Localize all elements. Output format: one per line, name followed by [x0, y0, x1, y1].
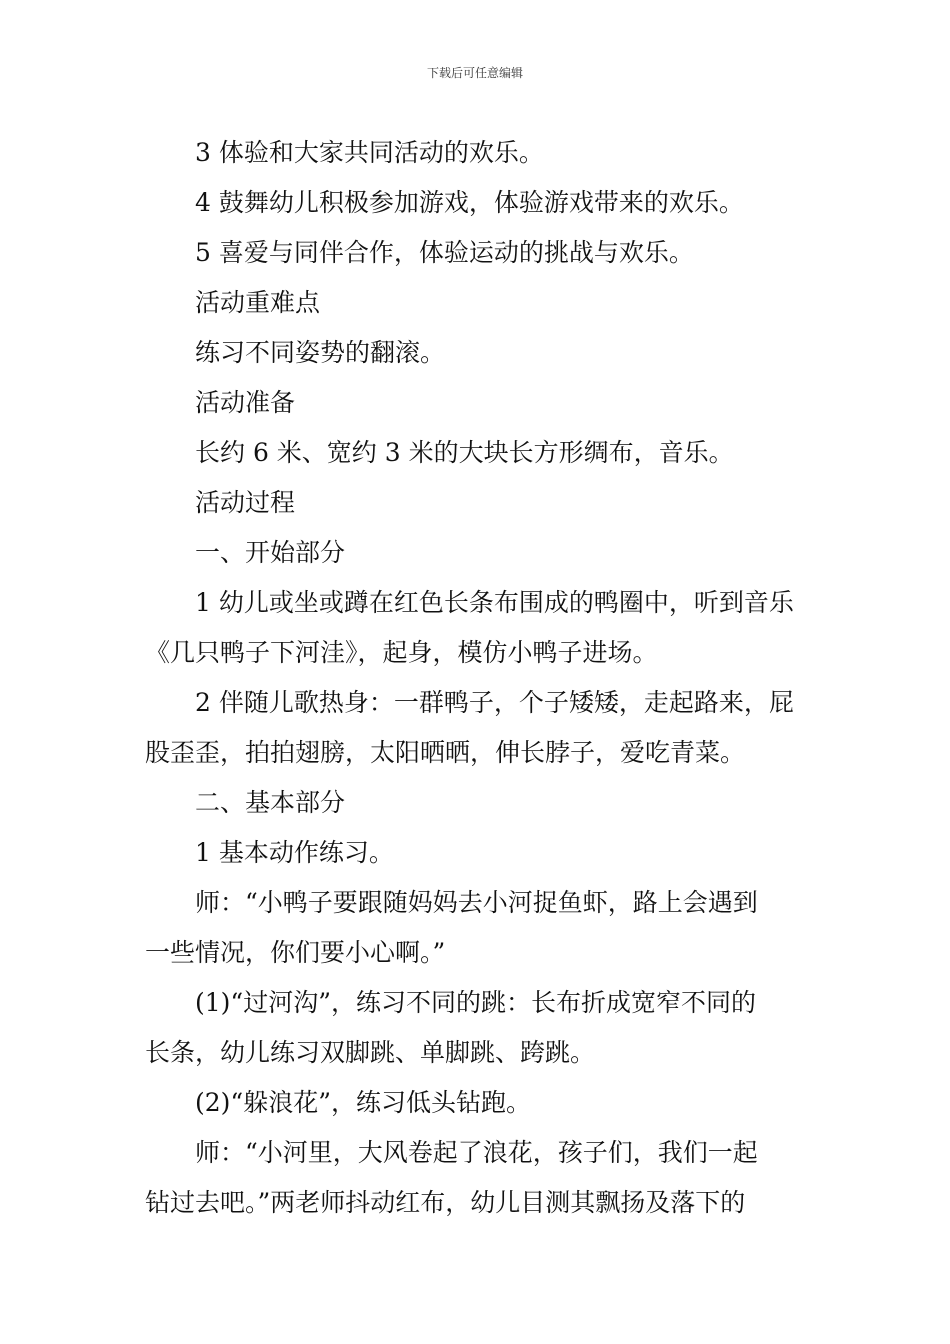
text-line: 师：“小河里，大风卷起了浪花，孩子们，我们一起 [195, 1138, 758, 1167]
text-line: 4 鼓舞幼儿积极参加游戏，体验游戏带来的欢乐。 [195, 188, 744, 217]
section-heading: 活动准备 [195, 388, 296, 417]
text-line: 长条，幼儿练习双脚跳、单脚跳、跨跳。 [145, 1038, 596, 1067]
section-heading: 活动过程 [195, 488, 296, 517]
text-line: 一些情况，你们要小心啊。” [145, 938, 446, 967]
text-line: 2 伴随儿歌热身：一群鸭子，个子矮矮，走起路来，屁 [195, 688, 794, 717]
subsection-heading: 一、开始部分 [195, 538, 346, 567]
text-line: 股歪歪，拍拍翅膀，太阳晒晒，伸长脖子，爱吃青菜。 [145, 738, 746, 767]
text-line: (2)“躲浪花”，练习低头钻跑。 [195, 1088, 531, 1117]
text-line: 《几只鸭子下河洼》，起身，模仿小鸭子进场。 [145, 638, 658, 667]
text-line: (1)“过河沟”，练习不同的跳：长布折成宽窄不同的 [195, 988, 756, 1017]
text-line: 钻过去吧。”两老师抖动红布，幼儿目测其飘扬及落下的 [145, 1188, 746, 1217]
text-line: 师：“小鸭子要跟随妈妈去小河捉鱼虾，路上会遇到 [195, 888, 758, 917]
text-line: 1 基本动作练习。 [195, 838, 394, 867]
text-line: 长约 6 米、宽约 3 米的大块长方形绸布，音乐。 [195, 438, 734, 467]
page-header-note: 下载后可任意编辑 [426, 66, 523, 80]
subsection-heading: 二、基本部分 [195, 788, 346, 817]
text-line: 1 幼儿或坐或蹲在红色长条布围成的鸭圈中，听到音乐 [195, 588, 794, 617]
text-line: 5 喜爱与同伴合作，体验运动的挑战与欢乐。 [195, 238, 694, 267]
section-heading: 活动重难点 [195, 288, 321, 317]
text-line: 练习不同姿势的翻滚。 [195, 338, 446, 367]
document-body [145, 128, 810, 1228]
text-line: 3 体验和大家共同活动的欢乐。 [195, 138, 544, 167]
